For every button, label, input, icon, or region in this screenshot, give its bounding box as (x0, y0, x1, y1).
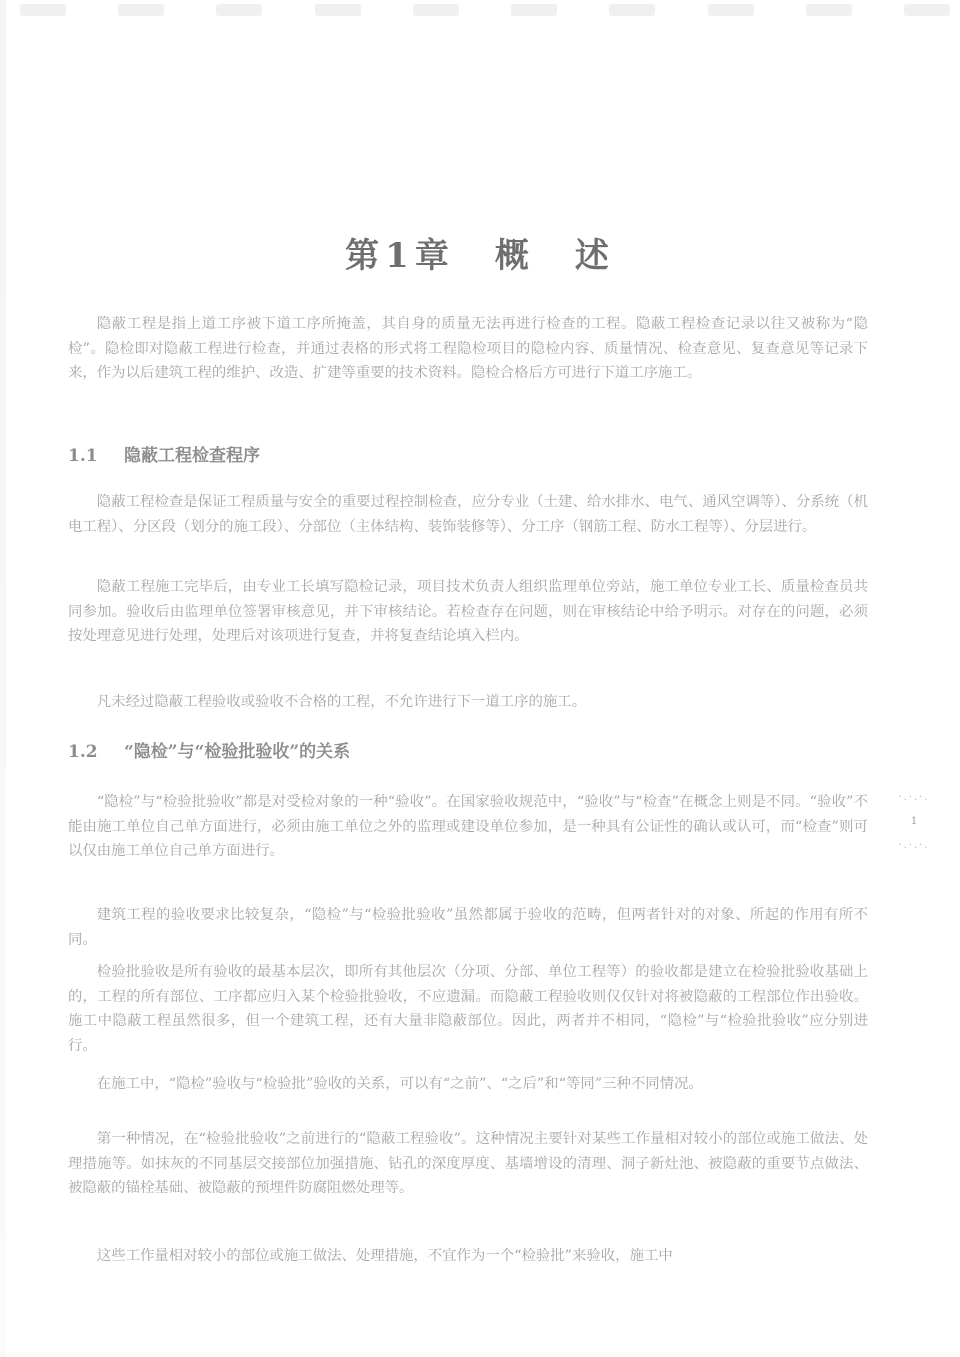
paragraph: 建筑工程的验收要求比较复杂，“隐检”与“检验批验收”虽然都属于验收的范畴，但两者针对的对象、所起的作用有所不同。 (68, 907, 868, 948)
section-number: 1.2 (68, 742, 98, 762)
paragraph: “隐检”与“检验批验收”都是对受检对象的一种“验收”。在国家验收规范中，“验收”与“检查”在概念上则是不同。“验收”不能由施工单位自己单方面进行，必须由施工单位之外的监理或建设单位参加，是一种具有公证性的确认或认可，而“检查”则可以仅由施工单位自己单方面进行。 (68, 794, 868, 859)
paragraph: 在施工中，“隐检”验收与“检验批”验收的关系，可以有“之前”、“之后”和“等同”三种不同情况。 (96, 1076, 703, 1092)
page-number: 1 (910, 816, 918, 827)
watermark-mark (708, 4, 754, 16)
watermark-mark (20, 4, 66, 16)
header-watermark-strip (20, 0, 950, 22)
paragraph: 凡未经过隐蔽工程验收或验收不合格的工程，不允许进行下一道工序的施工。 (96, 694, 587, 710)
watermark-mark (904, 4, 950, 16)
intro-paragraph: 隐蔽工程是指上道工序被下道工序所掩盖，其自身的质量无法再进行检查的工程。隐蔽工程检查记录以往又被称为“隐检”。隐检即对隐蔽工程进行检查，并通过表格的形式将工程隐检项目的隐检内容、质量情况、检查意见、复查意见等记录下来，作为以后建筑工程的维护、改造、扩建等重要的技术资料。隐检合格后方可进行下道工序施工。 (68, 316, 868, 381)
section-title: “隐检”与“检验批验收”的关系 (124, 742, 351, 762)
paragraph: 隐蔽工程施工完毕后，由专业工长填写隐检记录，项目技术负责人组织监理单位旁站，施工单位专业工长、质量检查员共同参加。验收后由监理单位签署审核意见，并下审核结论。若检查存在问题，则在审核结论中给予明示。对存在的问题，必须按处理意见进行处理，处理后对该项进行复查，并将复查结论填入栏内。 (68, 579, 868, 644)
section-title: 隐蔽工程检查程序 (124, 446, 260, 466)
chapter-title: 第1章 概 述 (345, 236, 615, 276)
watermark-mark (216, 4, 262, 16)
section-heading-1-1 (68, 441, 260, 466)
margin-dots-top: ·.·.·. (898, 792, 930, 803)
paragraph: 隐蔽工程检查是保证工程质量与安全的重要过程控制检查，应分专业（土建、给水排水、电气、通风空调等）、分系统（机电工程）、分区段（划分的施工段）、分部位（主体结构、装饰装修等）、分工序（钢筋工程、防水工程等）、分层进行。 (68, 494, 868, 535)
watermark-mark (511, 4, 557, 16)
section-number: 1.1 (68, 446, 98, 466)
watermark-mark (315, 4, 361, 16)
margin-dots-bottom: ·.·.·. (898, 840, 930, 851)
watermark-mark (118, 4, 164, 16)
scan-edge (0, 0, 6, 1357)
watermark-mark (413, 4, 459, 16)
watermark-mark (609, 4, 655, 16)
paragraph: 这些工作量相对较小的部位或施工做法、处理措施，不宜作为一个“检验批”来验收，施工中 (96, 1248, 673, 1264)
watermark-mark (806, 4, 852, 16)
paragraph: 第一种情况，在“检验批验收”之前进行的“隐蔽工程验收”。这种情况主要针对某些工作量相对较小的部位或施工做法、处理措施等。如抹灰的不同基层交接部位加强措施、钻孔的深度厚度、基墙增设的清理、洞子新灶池、被隐蔽的重要节点做法、被隐蔽的锚栓基础、被隐蔽的预埋件防腐阻燃处理等。 (68, 1131, 868, 1196)
section-heading-1-2 (68, 737, 350, 762)
margin-page-marker (893, 786, 935, 858)
paragraph: 检验批验收是所有验收的最基本层次，即所有其他层次（分项、分部、单位工程等）的验收都是建立在检验批验收基础上的，工程的所有部位、工序都应归入某个检验批验收，不应遗漏。而隐蔽工程验收则仅仅针对将被隐蔽的工程部位作出验收。施工中隐蔽工程虽然很多，但一个建筑工程，还有大量非隐蔽部位。因此，两者并不相同，“隐检”与“检验批验收”应分别进行。 (68, 964, 868, 1054)
